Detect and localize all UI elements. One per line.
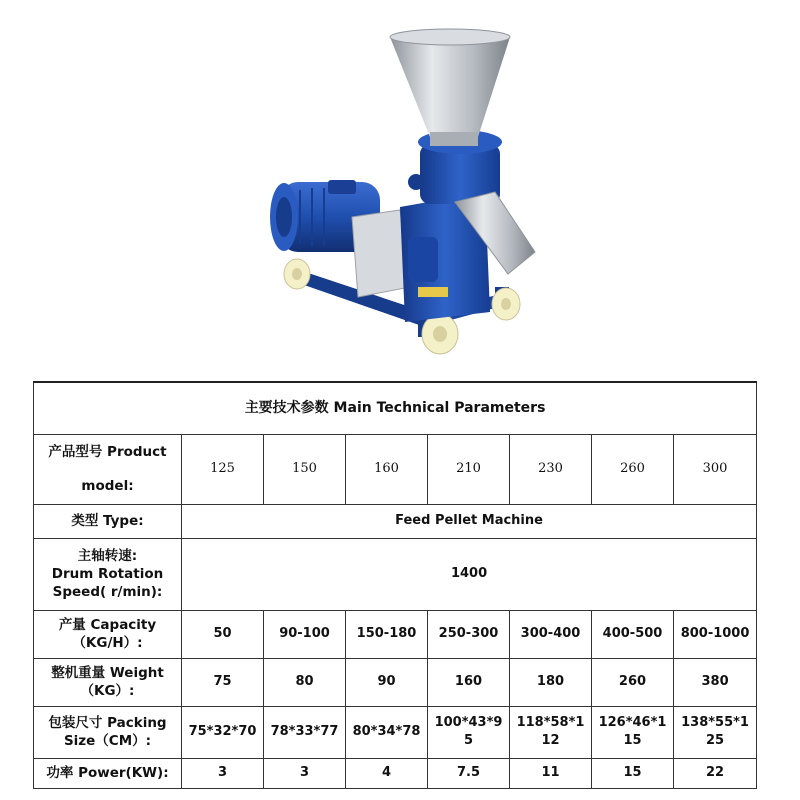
capacity-cell: 150-180 — [346, 610, 428, 658]
row-drum-speed — [34, 538, 757, 610]
row-type — [34, 504, 757, 538]
power-cell: 3 — [264, 758, 346, 788]
model-cell: 300 — [674, 434, 757, 504]
packing-cell: 80*34*78 — [346, 706, 428, 758]
pellet-machine-image — [240, 12, 560, 372]
model-cell: 125 — [182, 434, 264, 504]
model-cell: 150 — [264, 434, 346, 504]
speed-value: 1400 — [182, 538, 757, 610]
capacity-cell: 50 — [182, 610, 264, 658]
row-power — [34, 758, 757, 788]
weight-cell: 380 — [674, 658, 757, 706]
technical-parameters-table — [33, 381, 757, 789]
packing-cell: 118*58*1 12 — [510, 706, 592, 758]
packing-cell: 78*33*77 — [264, 706, 346, 758]
label-packing-size: 包装尺寸 Packing Size（CM）: — [34, 706, 182, 758]
power-cell: 7.5 — [428, 758, 510, 788]
capacity-cell: 250-300 — [428, 610, 510, 658]
model-cell: 210 — [428, 434, 510, 504]
hopper — [390, 29, 510, 146]
row-capacity — [34, 610, 757, 658]
weight-cell: 160 — [428, 658, 510, 706]
weight-cell: 260 — [592, 658, 674, 706]
model-cell: 260 — [592, 434, 674, 504]
model-cell: 230 — [510, 434, 592, 504]
power-cell: 3 — [182, 758, 264, 788]
capacity-cell: 400-500 — [592, 610, 674, 658]
packing-cell: 100*43*9 5 — [428, 706, 510, 758]
weight-cell: 180 — [510, 658, 592, 706]
capacity-cell: 300-400 — [510, 610, 592, 658]
weight-cell: 90 — [346, 658, 428, 706]
packing-cell: 75*32*70 — [182, 706, 264, 758]
power-cell: 22 — [674, 758, 757, 788]
power-cell: 15 — [592, 758, 674, 788]
label-power: 功率 Power(KW): — [34, 758, 182, 788]
label-capacity: 产量 Capacity （KG/H）: — [34, 610, 182, 658]
packing-cell: 126*46*1 15 — [592, 706, 674, 758]
capacity-cell: 800-1000 — [674, 610, 757, 658]
label-product-model: 产品型号 Product model: — [34, 434, 182, 504]
packing-cell: 138*55*1 25 — [674, 706, 757, 758]
weight-cell: 80 — [264, 658, 346, 706]
row-packing-size — [34, 706, 757, 758]
type-value: Feed Pellet Machine — [182, 504, 757, 538]
label-drum-speed: 主轴转速: Drum Rotation Speed( r/min): — [34, 538, 182, 610]
capacity-cell: 90-100 — [264, 610, 346, 658]
row-weight — [34, 658, 757, 706]
power-cell: 4 — [346, 758, 428, 788]
label-type: 类型 Type: — [34, 504, 182, 538]
row-product-model — [34, 434, 757, 504]
table-title: 主要技术参数 Main Technical Parameters — [34, 382, 757, 434]
label-weight: 整机重量 Weight （KG）: — [34, 658, 182, 706]
weight-cell: 75 — [182, 658, 264, 706]
power-cell: 11 — [510, 758, 592, 788]
model-cell: 160 — [346, 434, 428, 504]
